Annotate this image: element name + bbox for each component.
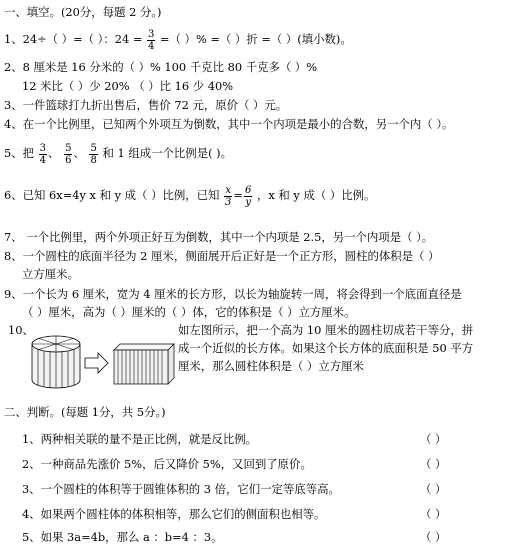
question-9-line-1: 9、一个长为 6 厘米，宽为 4 厘米的长方形，以长为轴旋转一周，将会得到一个底面直径是 <box>4 287 462 301</box>
judgment-item-1: 1、两种相关联的量不是正比例，就是反比例。 <box>22 432 258 446</box>
question-6-suffix: ，x 和 y 成（ ）比例。 <box>256 188 376 202</box>
fraction-5-8: $\frac{5}{8}$ <box>90 142 97 166</box>
judgment-answer-box-1[interactable]: （ ） <box>420 432 447 446</box>
judgment-answer-box-2[interactable]: （ ） <box>420 457 447 471</box>
judgment-item-3: 3、一个圆柱的体积等于圆锥体积的 3 倍，它们一定等底等高。 <box>22 482 340 496</box>
fraction-5-6: $\frac{5}{6}$ <box>65 142 72 166</box>
question-4: 4、在一个比例里，已知两个外项互为倒数，其中一个内项是最小的合数，另一个内（ ）。 <box>4 117 454 131</box>
question-5-prefix: 5、把 <box>4 146 35 160</box>
question-9-line-2: （ ）厘米，高为（ ）厘米的（ ）体，它的体积是（ ）立方厘米。 <box>22 305 356 319</box>
question-10-line-1: 如左图所示，把一个高为 10 厘米的圆柱切成若干等分，拼 <box>178 323 474 337</box>
cylinder-diagram <box>32 336 80 388</box>
question-7: 7、 一个比例里，两个外项正好互为倒数，其中一个内项是 2.5，另一个内项是（ ）。 <box>4 230 434 244</box>
question-6-prefix: 6、已知 6x=4y x 和 y 成（ ）比例，已知 <box>4 188 220 202</box>
question-1-part-b: =（ ）% =（ ）折 =（ ）(填小数)。 <box>160 32 352 46</box>
question-5-suffix: 和 1 组成一个比例是( )。 <box>102 146 232 160</box>
judgment-item-2: 2、一种商品先涨价 5%，后又降价 5%，又回到了原价。 <box>22 457 312 471</box>
judgment-item-5: 5、如果 3a=4b，那么 a ：b=4 ：3。 <box>22 530 223 544</box>
question-2-line-2: 12 米比（ ）少 20% （ ）比 16 少 40% <box>22 79 234 93</box>
section-2-heading: 二、判断。(每题 1分，共 5分。) <box>4 405 166 419</box>
fraction-x-3: $\frac{x}{3}$ <box>225 184 232 208</box>
question-6 <box>4 176 375 214</box>
section-1-heading: 一、填空。(20分，每题 2 分。) <box>4 5 162 19</box>
equals-sign: = <box>233 188 243 202</box>
question-3: 3、一件篮球打九折出售后，售价 72 元，原价（ ）元。 <box>4 98 288 112</box>
question-10-number: 10、 <box>8 323 34 337</box>
judgment-answer-box-3[interactable]: （ ） <box>420 482 447 496</box>
arrow-icon <box>85 353 108 373</box>
question-8-line-1: 8、一个圆柱的底面半径为 2 厘米，侧面展开后正好是一个正方形，圆柱的体积是（ ） <box>4 249 440 263</box>
judgment-answer-box-5[interactable]: （ ） <box>420 530 447 544</box>
cuboid-diagram <box>114 344 174 384</box>
fraction-3-4-b: $\frac{3}{4}$ <box>39 142 47 166</box>
fraction-6-y: $\frac{6}{y}$ <box>244 184 252 208</box>
separator: 、 <box>73 146 85 160</box>
fraction-3-4: $\frac{3}{4}$ <box>148 28 155 52</box>
question-5 <box>4 134 232 172</box>
question-10-line-2: 成一个近似的长方体。如果这个长方体的底面积是 50 平方 <box>178 341 474 355</box>
question-1-part-a: 1、24÷（ ）=（ ）：24 = <box>4 32 143 46</box>
separator: 、 <box>48 146 60 160</box>
question-2-line-1: 2、8 厘米是 16 分米的（ ）% 100 千克比 80 千克多（ ）% <box>4 60 318 74</box>
judgment-item-4: 4、如果两个圆柱体的体积相等，那么它们的侧面积也相等。 <box>22 507 326 521</box>
question-8-line-2: 立方厘米。 <box>22 267 79 281</box>
question-1 <box>4 23 352 55</box>
judgment-answer-box-4[interactable]: （ ） <box>420 507 447 521</box>
cylinder-to-cuboid-figure <box>28 332 178 392</box>
question-10-line-3: 厘米，那么圆柱体积是（ ）立方厘米 <box>178 359 364 373</box>
